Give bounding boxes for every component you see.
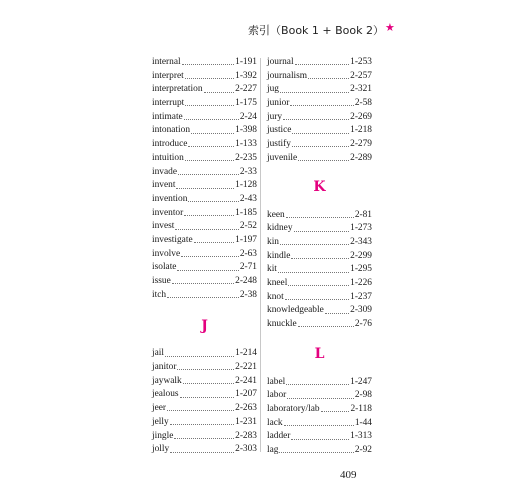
- index-term: journalism: [267, 70, 308, 81]
- dot-leader: [292, 133, 349, 134]
- index-group-j: [152, 347, 257, 457]
- dot-leader: [185, 105, 234, 106]
- index-entry: [152, 347, 257, 361]
- page-reference: 2-221: [235, 362, 257, 373]
- page-reference: 2-321: [350, 84, 372, 95]
- index-entry: [152, 152, 257, 166]
- index-entry: [267, 83, 372, 97]
- page-reference: 2-63: [239, 248, 257, 259]
- dot-leader: [290, 105, 353, 106]
- index-term: justice: [267, 125, 292, 136]
- index-entry: [152, 261, 257, 275]
- page-reference: 1-237: [350, 291, 372, 302]
- index-term: involve: [152, 248, 181, 259]
- index-term: intonation: [152, 125, 191, 136]
- dot-leader: [325, 313, 349, 314]
- index-entry: [152, 56, 257, 70]
- index-entry: [152, 220, 257, 234]
- index-term: junior: [267, 98, 290, 109]
- index-term: jury: [267, 111, 283, 122]
- page-reference: 1-226: [350, 277, 372, 288]
- index-entry: [152, 207, 257, 221]
- page-reference: 1-313: [350, 431, 372, 442]
- page-reference: 2-76: [354, 319, 372, 329]
- index-entry: [152, 111, 257, 125]
- dot-leader: [170, 452, 234, 453]
- index-term: jingle: [152, 430, 174, 441]
- index-group-k: [267, 209, 372, 332]
- index-term: investigate: [152, 234, 193, 245]
- index-entry: [267, 124, 372, 138]
- column-divider: [260, 58, 261, 452]
- section-letter-l: L: [314, 345, 325, 362]
- page-reference: 2-38: [239, 289, 257, 300]
- index-term: laboratory/lab: [267, 404, 320, 415]
- dot-leader: [177, 270, 238, 271]
- dot-leader: [285, 299, 349, 300]
- index-entry: [152, 234, 257, 248]
- page-reference: 2-33: [239, 166, 257, 177]
- index-entry: [152, 275, 257, 289]
- index-term: jug: [267, 84, 279, 95]
- section-letter-k: K: [313, 178, 326, 195]
- page-reference: 2-303: [235, 444, 257, 455]
- index-entry: [152, 416, 257, 430]
- dot-leader: [298, 326, 354, 327]
- dot-leader: [286, 217, 354, 218]
- star-icon: ★: [385, 21, 395, 34]
- index-term: isolate: [152, 262, 177, 273]
- page-reference: 2-269: [350, 111, 372, 122]
- dot-leader: [204, 92, 235, 93]
- index-term: intuition: [152, 152, 184, 163]
- index-entry: [267, 318, 372, 332]
- dot-leader: [180, 397, 235, 398]
- index-term: internal: [152, 57, 181, 67]
- dot-leader: [175, 229, 238, 230]
- dot-leader: [294, 231, 350, 232]
- index-entry: [267, 417, 372, 431]
- section-letter-j: J: [201, 318, 208, 335]
- page-reference: 1-218: [350, 125, 372, 136]
- index-term: issue: [152, 276, 171, 286]
- dot-leader: [291, 258, 349, 259]
- index-term: invent: [152, 180, 176, 191]
- dot-leader: [184, 119, 239, 120]
- index-entry: [267, 444, 372, 458]
- index-term: knuckle: [267, 319, 297, 329]
- index-term: kneel: [267, 277, 288, 288]
- index-entry: [267, 263, 372, 277]
- index-term: jaywalk: [152, 375, 182, 386]
- index-term: jealous: [152, 389, 179, 400]
- dot-leader: [283, 119, 349, 120]
- page-reference: 1-197: [235, 234, 257, 245]
- index-term: lag: [267, 445, 279, 456]
- dot-leader: [287, 398, 354, 399]
- index-entry: [152, 124, 257, 138]
- dot-leader: [279, 452, 353, 453]
- page-reference: 2-248: [235, 276, 257, 286]
- index-entry: [152, 97, 257, 111]
- index-entry: [267, 138, 372, 152]
- running-header: 索引（Book 1 + Book 2）: [248, 24, 384, 37]
- dot-leader: [278, 272, 349, 273]
- dot-leader: [176, 188, 234, 189]
- index-entry: [267, 250, 372, 264]
- page-reference: 2-58: [354, 98, 372, 109]
- dot-leader: [188, 146, 234, 147]
- page-reference: 1-175: [235, 98, 257, 109]
- dot-leader: [182, 64, 234, 65]
- index-term: janitor: [152, 362, 177, 373]
- index-entry: [267, 376, 372, 390]
- dot-leader: [284, 425, 354, 426]
- left-column: [152, 56, 257, 457]
- index-entry: [152, 83, 257, 97]
- index-entry: [267, 389, 372, 403]
- page-reference: 2-52: [239, 221, 257, 232]
- dot-leader: [298, 160, 349, 161]
- page-reference: 1-44: [354, 417, 372, 428]
- page-reference: 2-299: [350, 250, 372, 261]
- dot-leader: [291, 439, 349, 440]
- index-term: kindle: [267, 250, 291, 261]
- dot-leader: [165, 356, 234, 357]
- dot-leader: [185, 160, 234, 161]
- right-column: [267, 56, 372, 458]
- index-term: interrupt: [152, 98, 185, 109]
- dot-leader: [167, 297, 239, 298]
- index-group-i: [152, 56, 257, 302]
- dot-leader: [191, 133, 234, 134]
- page-reference: 2-257: [350, 70, 372, 81]
- page-reference: 2-263: [235, 403, 257, 414]
- index-term: invention: [152, 193, 188, 204]
- dot-leader: [170, 424, 234, 425]
- dot-leader: [280, 244, 349, 245]
- index-term: justify: [267, 139, 291, 150]
- index-term: jolly: [152, 444, 170, 455]
- index-term: lack: [267, 417, 283, 428]
- index-entry: [152, 138, 257, 152]
- index-term: interpretation: [152, 84, 203, 95]
- index-term: invade: [152, 166, 177, 177]
- page-reference: 2-283: [235, 430, 257, 441]
- index-entry: [152, 179, 257, 193]
- page-reference: 1-253: [350, 57, 372, 67]
- dot-leader: [288, 285, 349, 286]
- page-reference: 2-24: [239, 111, 257, 122]
- index-entry: [152, 248, 257, 262]
- index-entry: [267, 236, 372, 250]
- dot-leader: [295, 64, 350, 65]
- dot-leader: [321, 411, 350, 412]
- dot-leader: [308, 78, 349, 79]
- index-term: kidney: [267, 223, 293, 234]
- index-term: labor: [267, 390, 287, 401]
- index-entry: [152, 375, 257, 389]
- dot-leader: [188, 201, 238, 202]
- index-entry: [267, 304, 372, 318]
- index-term: interpret: [152, 70, 184, 81]
- page-reference: 2-343: [350, 236, 372, 247]
- dot-leader: [183, 383, 234, 384]
- index-entry: [267, 111, 372, 125]
- index-term: kit: [267, 264, 277, 275]
- index-entry: [152, 70, 257, 84]
- index-term: keen: [267, 209, 285, 220]
- dot-leader: [177, 369, 234, 370]
- index-term: label: [267, 376, 286, 387]
- dot-leader: [174, 438, 234, 439]
- page-reference: 2-227: [235, 84, 257, 95]
- page-reference: 2-235: [235, 152, 257, 163]
- index-term: journal: [267, 57, 294, 67]
- index-entry: [152, 430, 257, 444]
- dot-leader: [178, 174, 239, 175]
- dot-leader: [184, 215, 234, 216]
- index-entry: [267, 291, 372, 305]
- index-term: knowledgeable: [267, 305, 324, 316]
- index-group-l: [267, 376, 372, 458]
- page-reference: 1-214: [235, 348, 257, 359]
- index-entry: [267, 97, 372, 111]
- page-reference: 2-71: [239, 262, 257, 273]
- index-term: invest: [152, 221, 175, 232]
- index-entry: [267, 56, 372, 70]
- page-reference: 1-133: [235, 139, 257, 150]
- index-term: inventor: [152, 207, 184, 218]
- page-reference: 1-273: [350, 223, 372, 234]
- index-entry: [267, 70, 372, 84]
- dot-leader: [194, 242, 235, 243]
- page-reference: 2-43: [239, 193, 257, 204]
- index-term: juvenile: [267, 152, 298, 163]
- dot-leader: [172, 283, 234, 284]
- dot-leader: [292, 146, 349, 147]
- page-reference: 2-279: [350, 139, 372, 150]
- index-term: kin: [267, 236, 279, 247]
- index-entry: [152, 289, 257, 303]
- index-term: jelly: [152, 416, 169, 427]
- page-reference: 2-92: [354, 445, 372, 456]
- index-entry: [267, 222, 372, 236]
- index-entry: [152, 361, 257, 375]
- page-reference: 1-207: [235, 389, 257, 400]
- page-reference: 2-118: [350, 404, 372, 415]
- dot-leader: [286, 384, 349, 385]
- index-term: introduce: [152, 139, 188, 150]
- page-reference: 2-289: [350, 152, 372, 163]
- page-reference: 1-231: [235, 416, 257, 427]
- index-term: jail: [152, 348, 164, 359]
- page-reference: 1-191: [235, 57, 257, 67]
- page-reference: 2-81: [354, 209, 372, 220]
- index-entry: [152, 193, 257, 207]
- index-entry: [152, 388, 257, 402]
- page-reference: 1-295: [350, 264, 372, 275]
- page-reference: 2-241: [235, 375, 257, 386]
- index-entry: [152, 402, 257, 416]
- page-number: 409: [340, 469, 357, 481]
- page-reference: 2-98: [354, 390, 372, 401]
- page-reference: 1-398: [235, 125, 257, 136]
- page-reference: 2-309: [350, 305, 372, 316]
- page-reference: 1-392: [235, 70, 257, 81]
- dot-leader: [181, 256, 239, 257]
- dot-leader: [167, 410, 234, 411]
- dot-leader: [280, 92, 349, 93]
- page-reference: 1-247: [350, 376, 372, 387]
- index-term: intimate: [152, 111, 183, 122]
- page-reference: 1-128: [235, 180, 257, 191]
- index-term: itch: [152, 289, 167, 300]
- index-term: knot: [267, 291, 284, 302]
- index-entry: [267, 152, 372, 166]
- index-entry: [267, 277, 372, 291]
- index-entry: [267, 430, 372, 444]
- index-entry: [152, 443, 257, 457]
- index-entry: [267, 403, 372, 417]
- page-reference: 1-185: [235, 207, 257, 218]
- index-term: ladder: [267, 431, 291, 442]
- index-group-j-continued: [267, 56, 372, 166]
- dot-leader: [185, 78, 234, 79]
- index-term: jeer: [152, 403, 167, 414]
- index-entry: [267, 209, 372, 223]
- index-entry: [152, 166, 257, 180]
